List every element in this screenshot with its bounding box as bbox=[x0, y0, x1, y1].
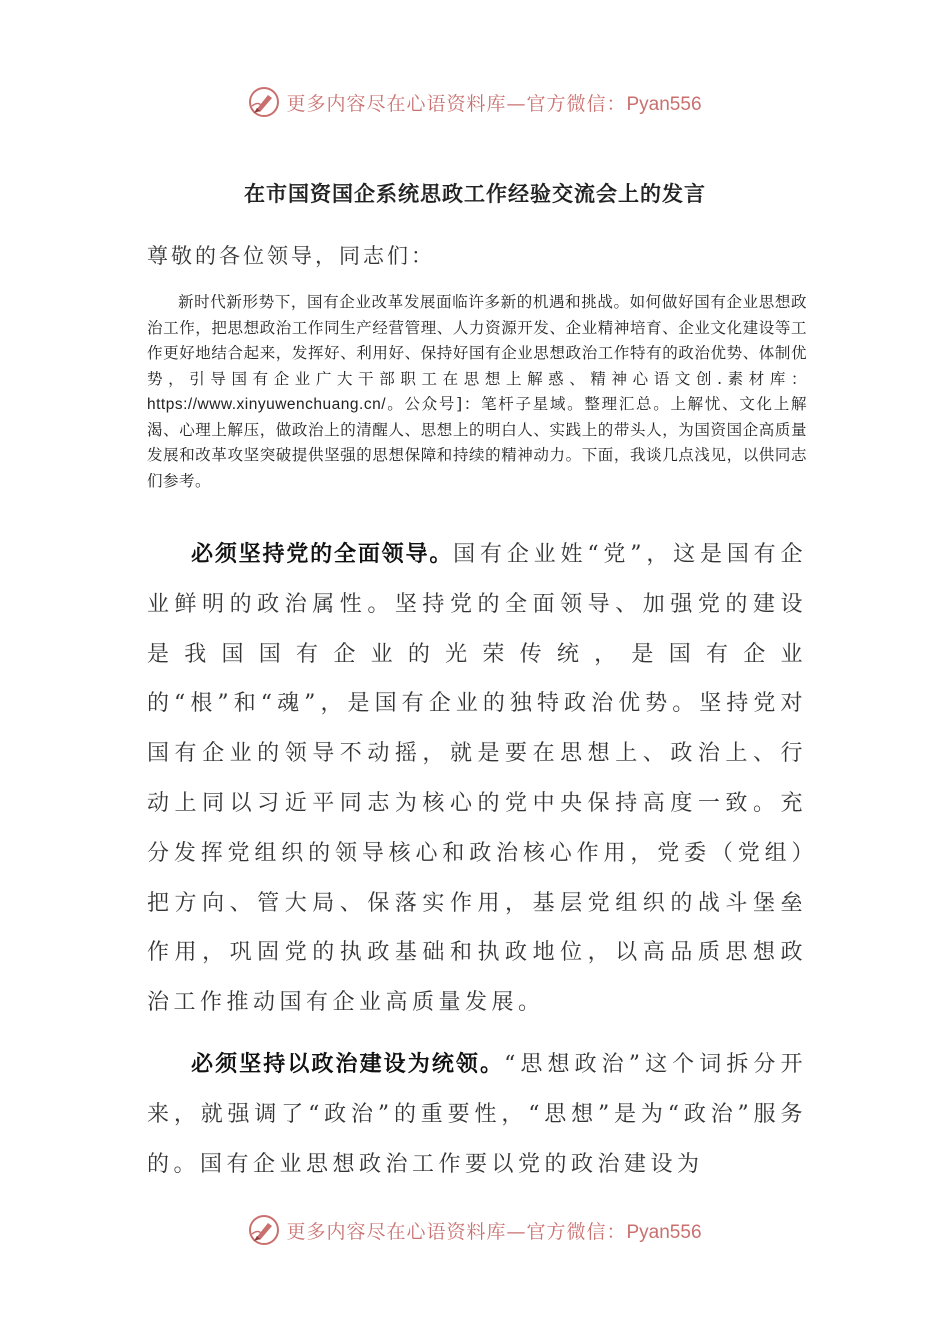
banner-text: 更多内容尽在心语资料库—官方微信：Pyan556 bbox=[286, 92, 702, 115]
wechat-id: Pyan556 bbox=[626, 1221, 702, 1243]
section-paragraph bbox=[147, 530, 807, 1028]
header-banner bbox=[0, 82, 950, 122]
intro-paragraph: 新时代新形势下，国有企业改革发展面临许多新的机遇和挑战。如何做好国有企业思想政治工作，把思想政治工作同生产经营管理、人力资源开发、企业精神培育、企业文化建设等工作更好地结合起来，发挥好、利用好、保持好国有企业思想政治工作特有的政治优势、体制优势，引导国有企业广大干部职工在思想上解惑、精神心语文创.素材库：https://www.xinyuwenchuang.cn/。公众号]：笔杆子星域。整理汇总。上解忧、文化上解渴、心理上解压，做政治上的清醒人、思想上的明白人、实践上的带头人，为国资国企高质量发展和改革攻坚突破提供坚强的思想保障和持续的精神动力。下面，我谈几点浅见，以供同志们参考。 bbox=[147, 293, 807, 490]
document-title: 在市国资国企系统思政工作经验交流会上的发言 bbox=[244, 181, 706, 206]
source-url: https://www.xinyuwenchuang.cn/ bbox=[147, 396, 387, 413]
section-body: “思想政治”这个词拆分开来，就强调了“政治”的重要性，“思想”是为“政治”服务的。国有企业思想政治工作要以党的政治建设为 bbox=[147, 1052, 807, 1177]
pen-nib-logo-icon bbox=[248, 1214, 280, 1246]
wechat-id: Pyan556 bbox=[626, 93, 702, 115]
banner-text: 更多内容尽在心语资料库—官方微信：Pyan556 bbox=[286, 1220, 702, 1243]
footer-banner bbox=[0, 1210, 950, 1250]
pen-nib-logo-icon bbox=[248, 86, 280, 118]
section-body: 国有企业姓“党”，这是国有企业鲜明的政治属性。坚持党的全面领导、加强党的建设是我国国有企业的光荣传统，是国有企业的“根”和“魂”，是国有企业的独特政治优势。坚持党对国有企业的领导不动摇，就是要在思想上、政治上、行动上同以习近平同志为核心的党中央保持高度一致。充分发挥党组织的领导核心和政治核心作用，党委（党组）把方向、管大局、保落实作用，基层党组织的战斗堡垒作用，巩固党的执政基础和执政地位，以高品质思想政治工作推动国有企业高质量发展。 bbox=[147, 542, 807, 1016]
section-heading: 必须坚持以政治建设为统领。 bbox=[191, 1051, 505, 1077]
section-paragraph bbox=[147, 1040, 807, 1189]
section-heading: 必须坚持党的全面领导。 bbox=[191, 541, 454, 567]
greeting: 尊敬的各位领导，同志们： bbox=[147, 244, 435, 268]
